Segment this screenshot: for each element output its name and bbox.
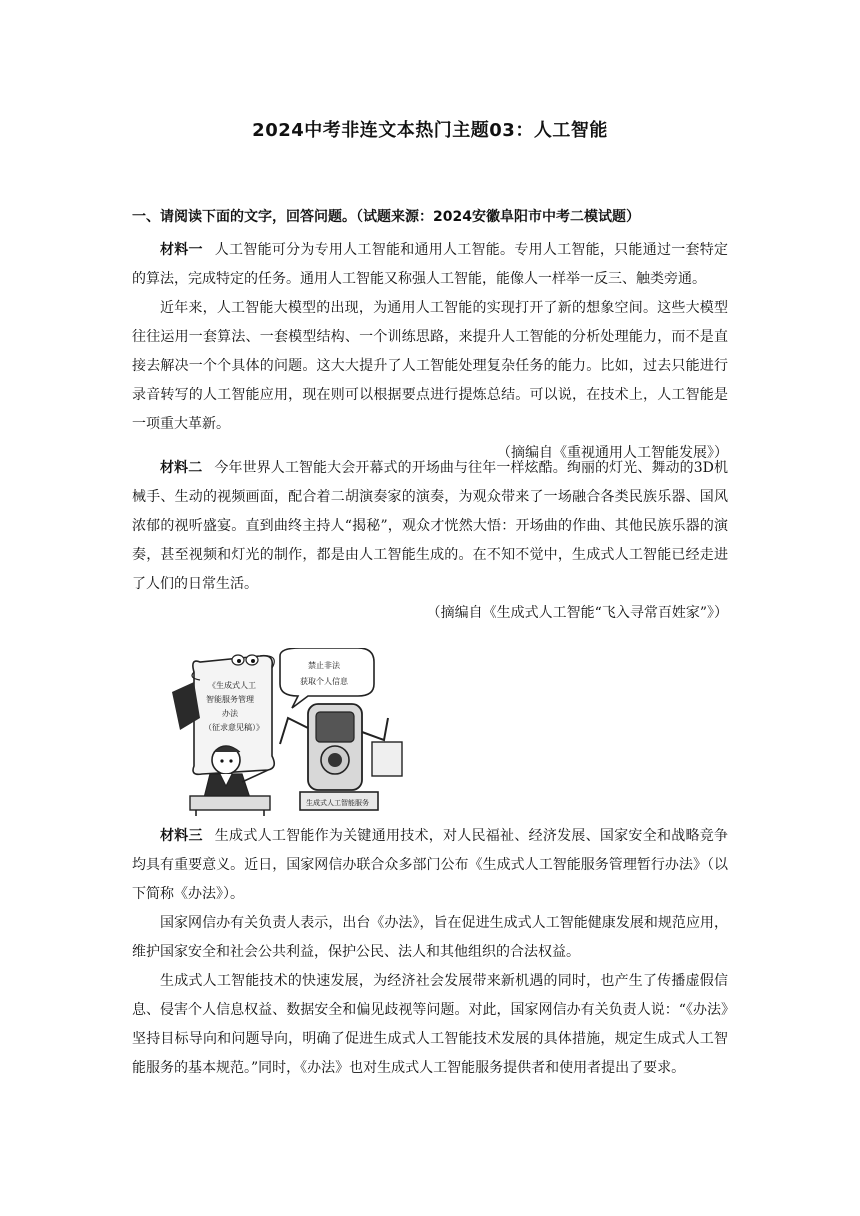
material-one-label: 材料一: [160, 242, 203, 258]
material-one: [132, 236, 728, 468]
material-two-label: 材料二: [160, 460, 203, 476]
question-heading: 一、请阅读下面的文字，回答问题。（试题来源：2024安徽阜阳市中考二模试题）: [132, 209, 640, 225]
device-base: [300, 792, 378, 810]
robot-device: [280, 704, 402, 790]
scroll-line-2: 智能服务管理: [206, 695, 254, 704]
base-label: 生成式人工智能服务: [306, 799, 369, 807]
material-two-text-1: 今年世界人工智能大会开幕式的开场曲与往年一样炫酷。绚丽的灯光、舞动的3D机械手、生动的视频画面，配合着二胡演奏家的演奏，为观众带来了一场融合各类民族乐器、国风浓郁的视听盛宴。直到曲终主持人“揭秘”，观众才恍然大悟：开场曲的作曲、其他民族乐器的演奏，甚至视频和灯光的制作，都是由人工智能生成的。在不知不觉中，生成式人工智能已经走进了人们的日常生活。: [132, 460, 728, 592]
material-three-label: 材料三: [160, 828, 203, 844]
material-one-paragraph-1: [132, 236, 728, 294]
material-one-source: （摘编自《重视通用人工智能发展》）: [497, 445, 728, 461]
material-three-text-1: 生成式人工智能作为关键通用技术，对人民福祉、经济发展、国家安全和战略竞争均具有重要意义。近日，国家网信办联合众多部门公布《生成式人工智能服务管理暂行办法》（以下简称《办法》）。: [132, 828, 729, 902]
material-one-text-1: 人工智能可分为专用人工智能和通用人工智能。专用人工智能，只能通过一套特定的算法，完成特定的任务。通用人工智能又称强人工智能，能像人一样举一反三、触类旁通。: [132, 242, 729, 287]
cartoon-illustration: [160, 648, 410, 816]
scroll-line-3: 办法: [222, 709, 238, 718]
material-three-paragraph-3: 生成式人工智能技术的快速发展，为经济社会发展带来新机遇的同时，也产生了传播虚假信息、侵害个人信息权益、数据安全和偏见歧视等问题。对此，国家网信办有关负责人说：“《办法》坚持目标导向和问题导向，明确了促进生成式人工智能技术发展的具体措施，规定生成式人工智能服务的基本规范。”同时，《办法》也对生成式人工智能服务提供者和使用者提出了要求。: [132, 973, 728, 1076]
material-two-source: （摘编自《生成式人工智能“飞入寻常百姓家”》）: [426, 605, 728, 621]
speech-bubble: [280, 648, 374, 708]
scroll-line-1: 《生成式人工: [208, 681, 256, 690]
bubble-line-1: 禁止非法: [308, 661, 340, 670]
material-three-paragraph-1: [132, 822, 728, 909]
material-two: [132, 454, 728, 628]
material-one-paragraph-2: 近年来，人工智能大模型的出现，为通用人工智能的实现打开了新的想象空间。这些大模型往往运用一套算法、一套模型结构、一个训练思路，来提升人工智能的分析处理能力，而不是直接去解决一个个具体的问题。这大大提升了人工智能处理复杂任务的能力。比如，过去只能进行录音转写的人工智能应用，现在则可以根据要点进行提炼总结。可以说，在技术上，人工智能是一项重大革新。: [132, 300, 728, 432]
material-three-paragraph-2: 国家网信办有关负责人表示，出台《办法》，旨在促进生成式人工智能健康发展和规范应用，维护国家安全和社会公共利益，保护公民、法人和其他组织的合法权益。: [132, 915, 728, 960]
page-title: 2024中考非连文本热门主题03：人工智能: [252, 120, 608, 141]
material-three: [132, 822, 728, 1083]
scroll-line-4: （征求意见稿）》: [204, 723, 264, 732]
material-two-paragraph-1: [132, 454, 728, 599]
bubble-line-2: 获取个人信息: [300, 677, 348, 686]
